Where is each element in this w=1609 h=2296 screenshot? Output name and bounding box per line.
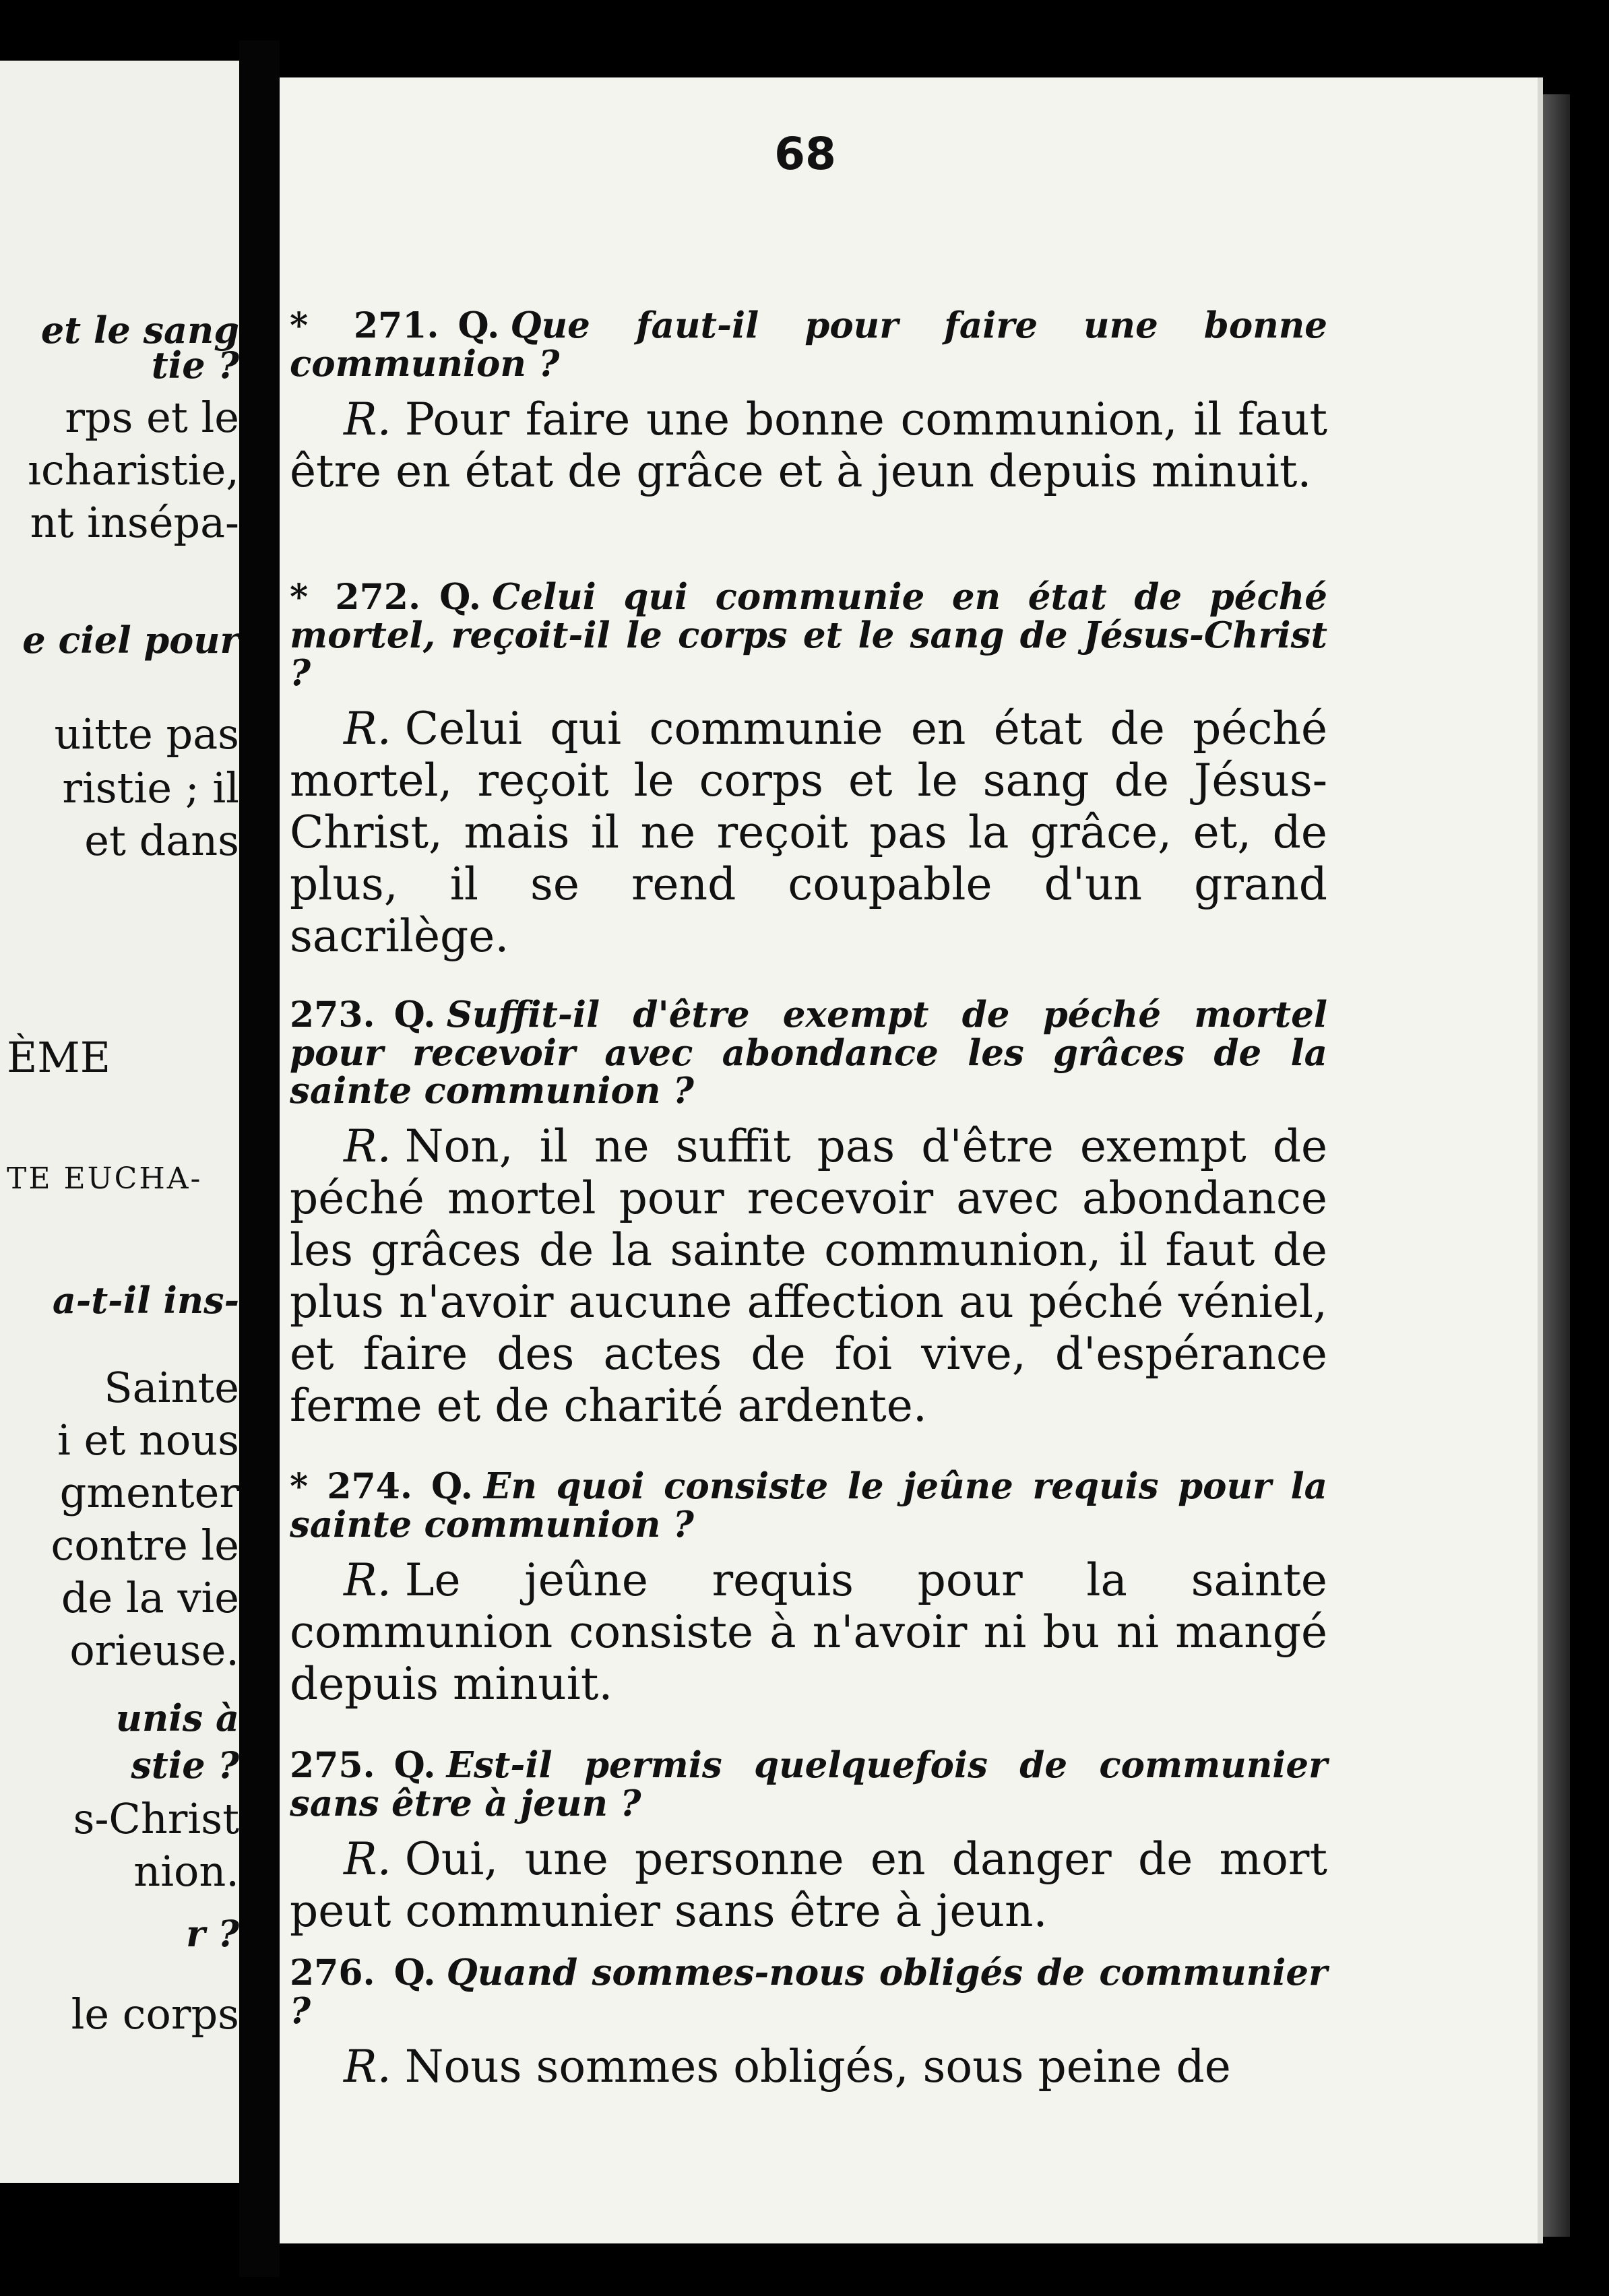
question-number: * 274.: [290, 1466, 413, 1507]
left-fragment: contre le: [51, 1521, 239, 1570]
question-text: Quand sommes-nous obligés de communier ?: [290, 1952, 1327, 2032]
answer-text: Oui, une personne en danger de mort peut communier sans être à jeun.: [290, 1833, 1327, 1937]
left-fragment: orieuse.: [69, 1626, 239, 1675]
question-number: 273.: [290, 994, 375, 1035]
left-fragment: s-Christ: [73, 1794, 239, 1843]
answer-text: Pour faire une bonne communion, il faut être en état de grâce et à jeun depuis minuit.: [290, 393, 1327, 497]
catechism-entry-273: [290, 996, 1327, 1432]
answer-label: R.: [344, 1120, 391, 1172]
answer: [290, 393, 1327, 497]
answer-label: R.: [344, 1554, 391, 1606]
question: [290, 578, 1327, 692]
left-fragment: unis à: [115, 1696, 239, 1740]
left-fragment: Sainte: [104, 1363, 239, 1412]
question-text: Celui qui communie en état de péché mortel, reçoit-il le corps et le sang de Jésus-Christ ?: [290, 576, 1328, 694]
catechism-entry-275: [290, 1746, 1327, 1937]
left-fragment: et dans: [84, 816, 239, 865]
left-fragment: ristie ; il: [62, 763, 239, 812]
answer-text: Nous sommes obligés, sous peine de: [404, 2041, 1231, 2093]
question-label: Q.: [431, 1465, 474, 1507]
left-fragment: rps et le: [65, 393, 239, 442]
question-number: 276.: [290, 1952, 375, 1994]
answer: [290, 1554, 1327, 1710]
left-fragment: uitte pas: [54, 709, 239, 759]
answer: [290, 2041, 1327, 2093]
left-fragment: tie ?: [151, 344, 239, 387]
left-section-heading: ÈME: [7, 1033, 111, 1082]
catechism-entry-272: [290, 578, 1327, 962]
left-fragment: nt insépa-: [30, 498, 239, 547]
question-number: 275.: [290, 1745, 375, 1786]
question-number: * 272.: [290, 577, 421, 618]
left-fragment: et le sang: [40, 309, 239, 352]
left-fragment: stie ?: [131, 1744, 239, 1787]
left-fragment: e ciel pour: [22, 618, 239, 662]
left-section-subheading: TE EUCHA-: [7, 1161, 203, 1196]
question-number: * 271.: [290, 305, 439, 346]
book-gutter: [239, 40, 280, 2277]
left-fragment: de la vie: [61, 1573, 239, 1622]
left-fragment: le corps: [71, 1989, 239, 2039]
left-fragment: r ?: [186, 1912, 239, 1955]
answer: [290, 703, 1327, 962]
question-text: En quoi consiste le jeûne requis pour la sainte communion ?: [290, 1465, 1327, 1545]
catechism-entry-271: [290, 307, 1327, 497]
page-edge: [1543, 94, 1570, 2237]
left-fragment: i et nous: [57, 1415, 239, 1465]
answer-label: R.: [344, 1833, 391, 1885]
answer: [290, 1120, 1327, 1432]
question-label: Q.: [393, 1744, 436, 1786]
catechism-entry-276: [290, 1954, 1327, 2093]
answer-text: Celui qui communie en état de péché mortel, reçoit le corps et le sang de Jésus-Christ, mais il ne reçoit pas la grâce, et, de plus, il se rend coupable d'un grand sacrilège.: [290, 703, 1327, 962]
question-label: Q.: [393, 994, 436, 1035]
left-fragment: nion.: [133, 1847, 239, 1896]
question-label: Q.: [393, 1952, 436, 1994]
question-label: Q.: [439, 576, 482, 618]
question: [290, 1954, 1327, 2030]
answer: [290, 1833, 1327, 1937]
question-text: Est-il permis quelquefois de communier sans être à jeun ?: [290, 1744, 1327, 1824]
left-page: [0, 61, 239, 2183]
question: [290, 996, 1327, 1110]
question: [290, 307, 1327, 383]
answer-label: R.: [344, 2041, 391, 2093]
question-text: Suffit-il d'être exempt de péché mortel pour recevoir avec abondance les grâces de la sainte communion ?: [290, 994, 1327, 1112]
question: [290, 1467, 1327, 1543]
page-number: 68: [774, 128, 836, 180]
question: [290, 1746, 1327, 1822]
answer-label: R.: [344, 393, 391, 445]
left-fragment: ıcharistie,: [28, 445, 239, 495]
question-label: Q.: [458, 305, 500, 346]
answer-text: Le jeûne requis pour la sainte communion consiste à n'avoir ni bu ni mangé depuis minuit.: [290, 1554, 1327, 1710]
catechism-entry-274: [290, 1467, 1327, 1710]
left-fragment: a-t-il ins-: [52, 1279, 239, 1322]
question-text: Que faut-il pour faire une bonne communion ?: [290, 305, 1327, 385]
answer-text: Non, il ne suffit pas d'être exempt de péché mortel pour recevoir avec abondance les grâces de la sainte communion, il faut de plus n'avoir aucune affection au péché véniel, et faire des actes de foi vive, d'espérance ferme et de charité ardente.: [290, 1120, 1327, 1432]
left-fragment: gmenter: [59, 1468, 239, 1517]
answer-label: R.: [344, 703, 391, 755]
